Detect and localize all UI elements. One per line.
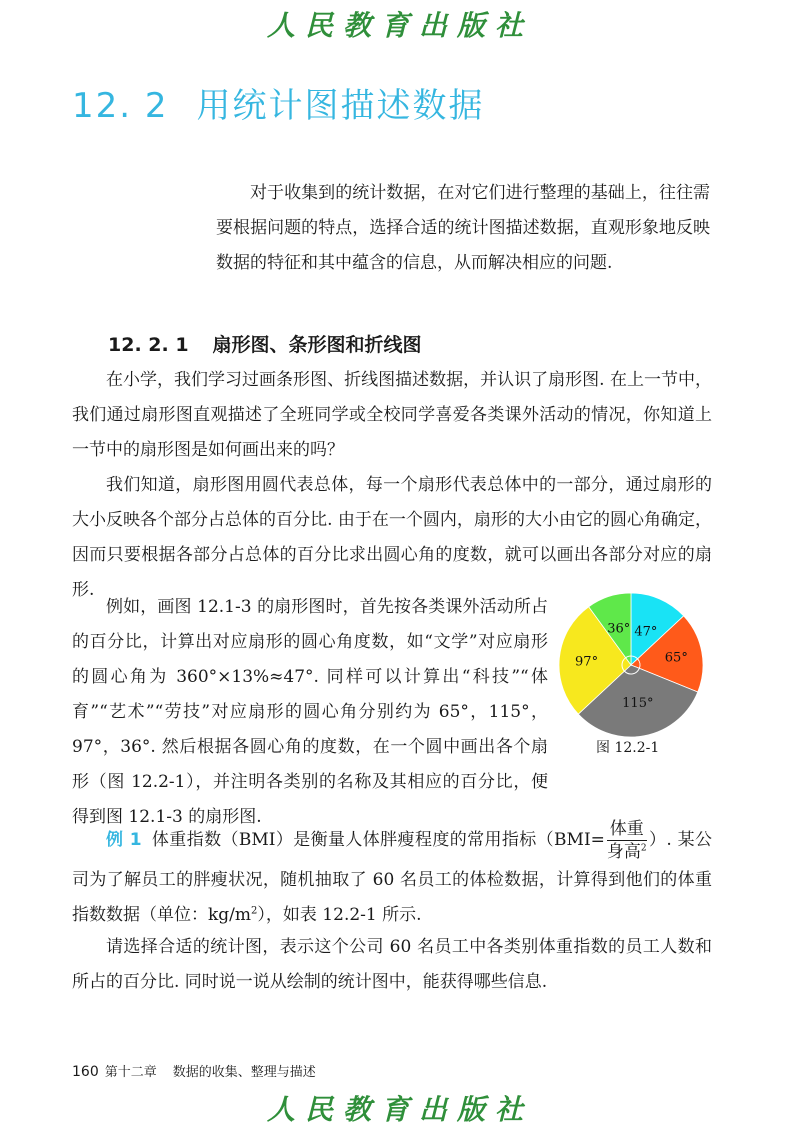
chapter-title: 数据的收集、整理与描述 xyxy=(172,1065,316,1080)
subsection-number: 12. 2. 1 xyxy=(108,334,189,356)
bmi-denominator xyxy=(607,841,647,863)
pie-slice-label: 47° xyxy=(634,624,658,640)
bmi-numerator: 体重 xyxy=(607,818,647,841)
example-text-before: 体重指数（BMI）是衡量人体胖瘦程度的常用指标（BMI= xyxy=(151,830,605,850)
pie-slice-label: 65° xyxy=(664,650,688,666)
section-title xyxy=(72,78,485,127)
bmi-fraction xyxy=(607,818,647,863)
example-text-after: ），如表 12.2-1 所示. xyxy=(257,905,422,925)
publisher-logo-bottom: 人民教育出版社 xyxy=(266,1093,533,1126)
pie-slice-label: 36° xyxy=(607,621,631,637)
section-title-text: 用统计图描述数据 xyxy=(196,86,485,126)
page-footer xyxy=(72,1061,316,1080)
example-label: 例 1 xyxy=(106,830,142,850)
bmi-denominator-text: 身高 xyxy=(606,842,641,862)
pie-slice-label: 97° xyxy=(575,654,599,670)
subsection-title: 扇形图、条形图和折线图 xyxy=(212,334,422,356)
publisher-logo-top: 人民教育出版社 xyxy=(266,9,533,42)
example-1 xyxy=(72,818,712,933)
figure-caption: 图 12.2-1 xyxy=(596,740,660,756)
pie-slice-label: 115° xyxy=(622,695,654,711)
bmi-denominator-exponent: 2 xyxy=(640,843,647,854)
example-text-mid: ）. 某公司为了解员工的胖瘦状况，随机抽取了 60 名员工的体检数据，计算得到他们的体重指数数据（单位：kg/m xyxy=(72,830,712,925)
subsection-heading xyxy=(108,330,422,357)
pie-chart xyxy=(556,590,706,740)
page-number: 160 xyxy=(72,1064,99,1080)
paragraph-2: 我们知道，扇形图用圆代表总体，每一个扇形代表总体中的一部分，通过扇形的大小反映各个部分占总体的百分比. 由于在一个圆内，扇形的大小由它的圆心角确定，因而只要根据各部分占总体的百分比求出圆心角的度数，就可以画出各部分对应的扇形. xyxy=(72,475,712,600)
paragraph-4: 请选择合适的统计图，表示这个公司 60 名员工中各类别体重指数的员工人数和所占的百分比. 同时说一说从绘制的统计图中，能获得哪些信息. xyxy=(72,937,712,992)
paragraph-3: 例如，画图 12.1-3 的扇形图时，首先按各类课外活动所占的百分比，计算出对应扇形的圆心角度数，如“文学”对应扇形的圆心角为 360°×13%≈47°. 同样可以计算出“科技”“体育”“艺术”“劳技”对应扇形的圆心角分别约为 65°，115°，97°，36°. 然后根据各圆心角的度数，在一个圆中画出各个扇形（图 12.2-1），并注明各类别的名称及其相应的百分比，便得到图 12.1-3 的扇形图. xyxy=(72,597,548,827)
unit-exponent: 2 xyxy=(251,905,258,917)
section-number: 12. 2 xyxy=(72,86,169,126)
paragraph-1: 在小学，我们学习过画条形图、折线图描述数据，并认识了扇形图. 在上一节中，我们通过扇形图直观描述了全班同学或全校同学喜爱各类课外活动的情况，你知道上一节中的扇形图是如何画出来的吗？ xyxy=(72,370,712,460)
intro-paragraph: 对于收集到的统计数据，在对它们进行整理的基础上，往往需要根据问题的特点，选择合适的统计图描述数据，直观形象地反映数据的特征和其中蕴含的信息，从而解决相应的问题. xyxy=(216,183,710,273)
chapter-label: 第十二章 xyxy=(104,1065,157,1080)
